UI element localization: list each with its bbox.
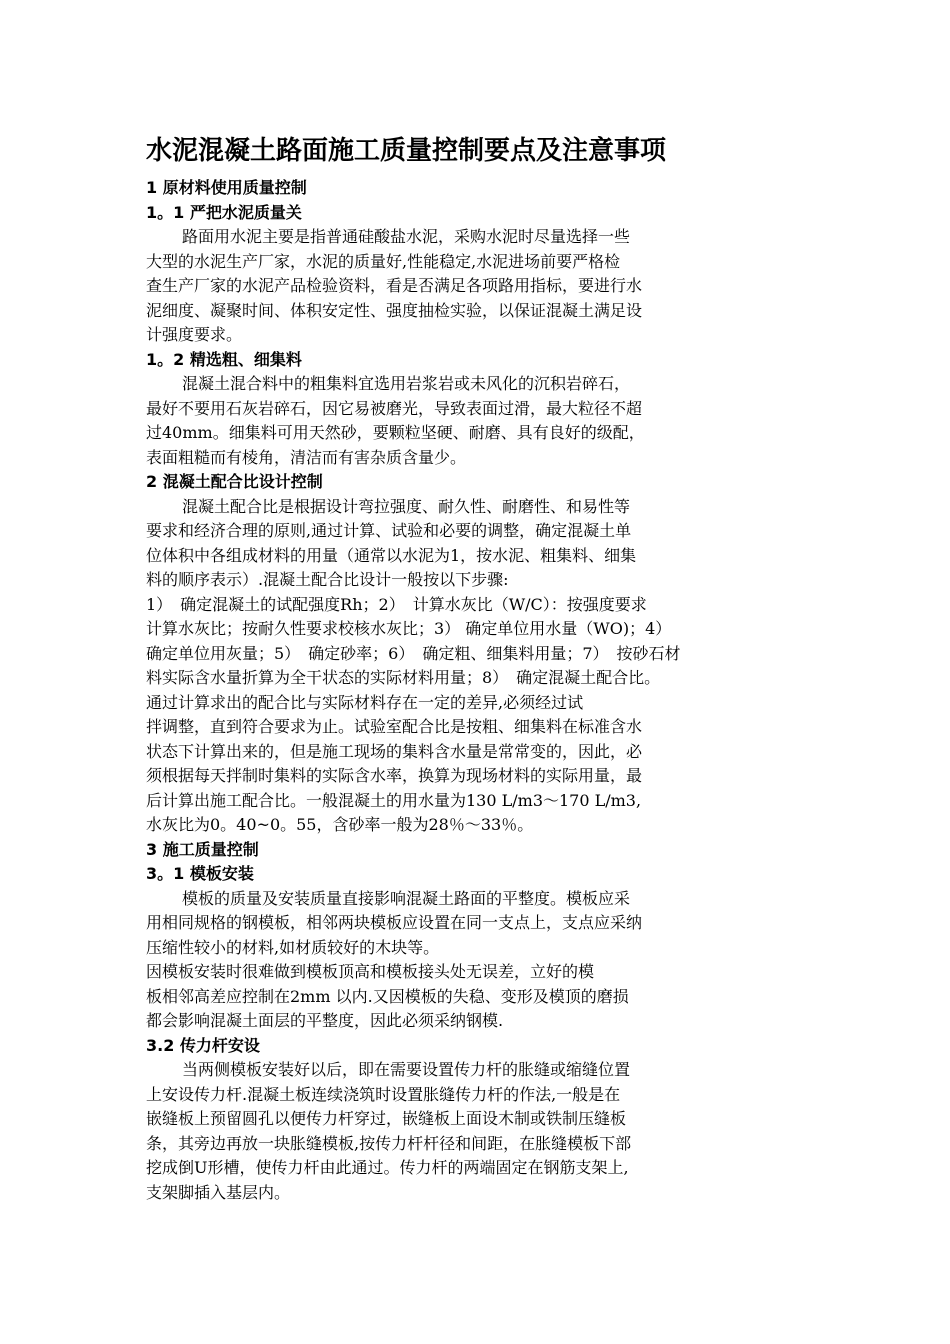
text-line: 泥细度、凝聚时间、体积安定性、强度抽检实验，以保证混凝土满足设 <box>146 300 643 320</box>
text-line: 大型的水泥生产厂家，水泥的质量好,性能稳定,水泥进场前要严格检 <box>146 251 621 271</box>
section-heading: 2 混凝土配合比设计控制 <box>146 472 323 491</box>
text-line: 拌调整，直到符合要求为止。试验室配合比是按粗、细集料在标准含水 <box>146 717 643 736</box>
text-line: 过40mm。细集料可用天然砂，要颗粒坚硬、耐磨、具有良好的级配， <box>146 423 645 442</box>
text-line: 确定单位用灰量；5） 确定砂率；6） 确定粗、细集料用量；7） 按砂石材 <box>146 643 681 663</box>
text-line: 压缩性较小的材料,如材质较好的木块等。 <box>146 937 440 957</box>
text-line: 混凝土混合料中的粗集料宜选用岩浆岩或未风化的沉积岩碎石， <box>182 374 631 393</box>
paragraph <box>146 495 796 593</box>
document-sections <box>146 176 796 1205</box>
text-line: 计强度要求。 <box>146 325 243 344</box>
text-line: 位体积中各组成材料的用量（通常以水泥为1，按水泥、粗集料、细集 <box>146 545 637 565</box>
text-line: 混凝土配合比是根据设计弯拉强度、耐久性、耐磨性、和易性等 <box>182 496 631 516</box>
text-line: 挖成倒U形槽，使传力杆由此通过。传力杆的两端固定在钢筋支架上, <box>146 1158 629 1177</box>
text-line: 支架脚插入基层内。 <box>146 1182 291 1202</box>
text-line: 表面粗糙而有棱角，清洁而有害杂质含量少。 <box>146 447 467 467</box>
text-line: 状态下计算出来的，但是施工现场的集料含水量是常常变的，因此，必 <box>146 741 643 761</box>
text-line: 嵌缝板上预留圆孔以便传力杆穿过，嵌缝板上面设木制或铁制压缝板 <box>146 1109 627 1128</box>
section-heading: 3。1 模板安装 <box>146 864 254 883</box>
text-line: 通过计算求出的配合比与实际材料存在一定的差异,必须经过试 <box>146 692 584 712</box>
text-line: 1） 确定混凝土的试配强度Rh；2） 计算水灰比（W/C）：按强度要求 <box>146 594 647 614</box>
document-body <box>146 128 796 1205</box>
text-line: 都会影响混凝土面层的平整度，因此必须采纳钢模. <box>146 1011 504 1030</box>
section-heading: 1。1 严把水泥质量关 <box>146 202 302 222</box>
text-line: 要求和经济合理的原则,通过计算、试验和必要的调整，确定混凝土单 <box>146 521 632 540</box>
text-line: 当两侧模板安装好以后，即在需要设置传力杆的胀缝或缩缝位置 <box>182 1060 631 1079</box>
document-title: 水泥混凝土路面施工质量控制要点及注意事项 <box>146 136 667 166</box>
paragraph <box>146 225 796 348</box>
text-line: 路面用水泥主要是指普通硅酸盐水泥，采购水泥时尽量选择一些 <box>182 227 631 246</box>
section-heading: 1 原材料使用质量控制 <box>146 178 307 197</box>
text-line: 因模板安装时很难做到模板顶高和模板接头处无误差，立好的模 <box>146 962 595 981</box>
text-line: 须根据每天拌制时集料的实际含水率，换算为现场材料的实际用量，最 <box>146 766 643 785</box>
paragraph-continued <box>146 960 796 1034</box>
text-line: 查生产厂家的水泥产品检验资料，看是否满足各项路用指标，要进行水 <box>146 276 643 295</box>
section-heading: 3 施工质量控制 <box>146 839 259 859</box>
text-line: 条，其旁边再放一块胀缝模板,按传力杆杆径和间距，在胀缝模板下部 <box>146 1133 632 1153</box>
text-line: 料实际含水量折算为全干状态的实际材料用量；8） 确定混凝土配合比。 <box>146 668 661 687</box>
text-line: 模板的质量及安装质量直接影响混凝土路面的平整度。模板应采 <box>182 888 631 908</box>
text-line: 水灰比为0。40~0。55，含砂率一般为28％～33％。 <box>146 815 534 834</box>
paragraph-continued <box>146 593 796 838</box>
section-heading: 1。2 精选粗、细集料 <box>146 349 302 369</box>
text-line: 计算水灰比；按耐久性要求校核水灰比；3） 确定单位用水量（WO)；4） <box>146 619 672 638</box>
text-line: 最好不要用石灰岩碎石，因它易被磨光，导致表面过滑，最大粒径不超 <box>146 398 643 418</box>
text-line: 料的顺序表示）.混凝土配合比设计一般按以下步骤: <box>146 570 509 589</box>
text-line: 后计算出施工配合比。一般混凝土的用水量为130 L/m3～170 L/m3, <box>146 790 642 810</box>
paragraph <box>146 887 796 961</box>
paragraph <box>146 1058 796 1205</box>
text-line: 上安设传力杆.混凝土板连续浇筑时设置胀缝传力杆的作法,一般是在 <box>146 1084 621 1104</box>
paragraph <box>146 372 796 470</box>
section-heading: 3.2 传力杆安设 <box>146 1035 260 1055</box>
text-line: 板相邻高差应控制在2mm 以内.又因模板的失稳、变形及模顶的磨损 <box>146 986 629 1006</box>
text-line: 用相同规格的钢模板，相邻两块模板应设置在同一支点上，支点应采纳 <box>146 913 643 932</box>
